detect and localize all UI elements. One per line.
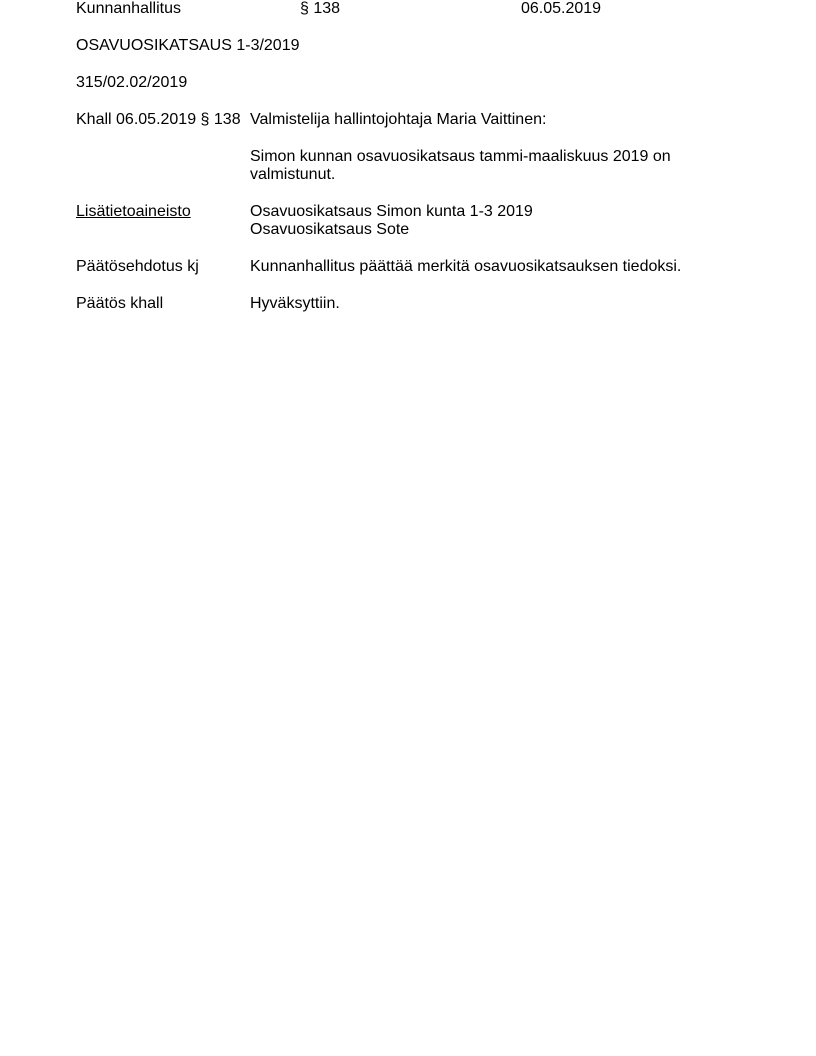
document-title: OSAVUOSIKATSAUS 1-3/2019 (76, 37, 300, 54)
decision-label: Päätös khall (76, 295, 164, 312)
header-section-number: § 138 (300, 0, 341, 17)
record-number: 315/02.02/2019 (76, 74, 188, 91)
proposal-text: Kunnanhallitus päättää merkitä osavuosikatsauksen tiedoksi. (250, 258, 682, 275)
attachments-label-link[interactable]: Lisätietoaineisto (76, 203, 191, 220)
preparer-line: Valmistelija hallintojohtaja Maria Vaittinen: (250, 111, 547, 128)
preparation-text-line-1: Simon kunnan osavuosikatsaus tammi-maaliskuus 2019 on (250, 148, 671, 165)
header-meeting-date: 06.05.2019 (521, 0, 602, 17)
attachment-item: Osavuosikatsaus Sote (250, 221, 410, 238)
preparation-text-line-2: valmistunut. (250, 166, 336, 183)
decision-text: Hyväksyttiin. (250, 295, 340, 312)
attachment-item: Osavuosikatsaus Simon kunta 1-3 2019 (250, 203, 533, 220)
preparation-label: Khall 06.05.2019 § 138 (76, 111, 241, 128)
proposal-label: Päätösehdotus kj (76, 258, 199, 275)
header-body-name: Kunnanhallitus (76, 0, 181, 17)
